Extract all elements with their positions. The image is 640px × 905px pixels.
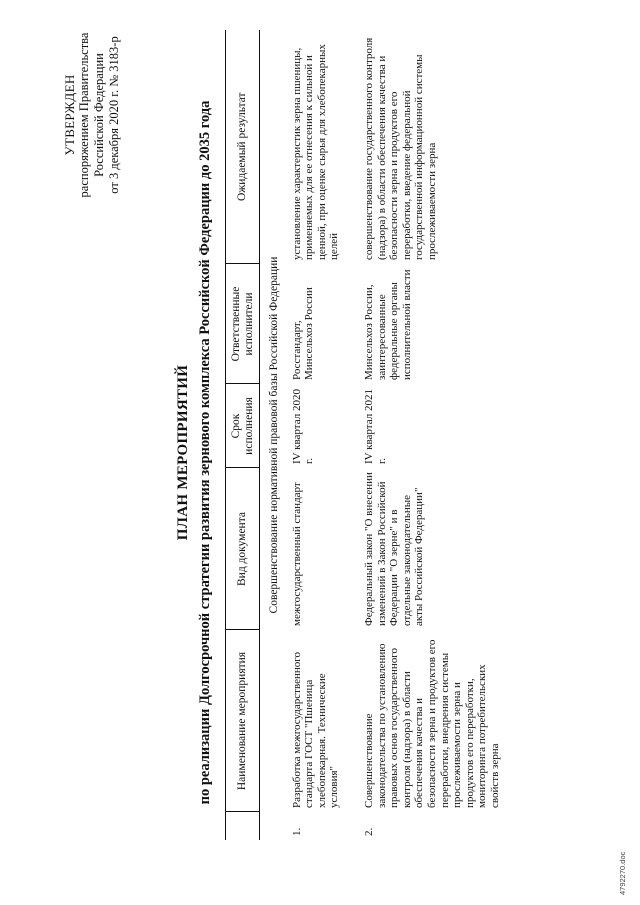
measure-name: Разработка межгосударственного стандарта ГОСТ "Пшеница хлебопекарная. Технические условия" xyxy=(290,652,341,808)
document-type: межгосударственный стандарт xyxy=(290,482,303,626)
expected-result: установление характеристик зерна пшеницы, применяемых для ее отнесения к сильной и ценной, при оценке сырья для хлебопекарных целей xyxy=(290,44,341,260)
table-row xyxy=(285,30,341,840)
column-header-result: Ожидаемый результат xyxy=(226,30,260,264)
approval-heading: УТВЕРЖДЕН xyxy=(62,74,77,156)
section-row xyxy=(260,30,285,840)
column-header-name: Наименование мероприятия xyxy=(226,630,260,812)
column-header-number xyxy=(226,812,260,840)
row-number: 2. xyxy=(362,827,375,836)
approval-stamp xyxy=(62,25,122,205)
column-header-responsible: Ответственные исполнители xyxy=(226,264,260,384)
document-type: Федеральный закон "О внесении изменений в Закон Российской Федерации "О зерне" и в отдельные законодательные акты Российской Федерации" xyxy=(362,472,426,626)
column-header-deadline: Срок исполнения xyxy=(226,384,260,468)
approval-line: распоряжением Правительства xyxy=(77,32,91,198)
deadline: IV квартал 2020 г. xyxy=(290,389,316,464)
document-subtitle: по реализации Долгосрочной стратегии развития зернового комплекса Российской Федерации до 2035 года xyxy=(197,100,213,805)
expected-result: совершенствование государственного контроля (надзора) в области обеспечения качества и безопасности зерна и продуктов его переработки, введение федеральной государственной информационной системы прослеживаемости зерна xyxy=(362,37,438,260)
section-heading: Совершенствование нормативной правовой базы Российской Федерации xyxy=(268,256,280,614)
approval-line: от 3 декабря 2020 г. № 3183-р xyxy=(107,36,121,194)
plan-table-wrapper xyxy=(225,30,502,840)
responsible-executors: Росстандарт, Минсельхоз России xyxy=(290,287,316,380)
column-header-doc-type: Вид документа xyxy=(226,468,260,630)
approval-line: Российской Федерации xyxy=(92,53,106,177)
deadline: IV квартал 2021 г. xyxy=(362,389,388,464)
table-header-row xyxy=(226,30,260,840)
measure-name: Совершенствование законодательства по установлению правовых основ государственного контроля (надзора) в области обеспечения качества и безопасности зерна и продуктов его переработки, внедрения системы прослеживаемости зерна и продуктов его переработки, мониторинга потребительских свойств зерна xyxy=(362,639,501,808)
responsible-executors: Минсельхоз России, заинтересованные федеральные органы исполнительной власти xyxy=(362,269,413,380)
row-number: 1. xyxy=(290,827,303,836)
document-title: ПЛАН МЕРОПРИЯТИЙ xyxy=(175,364,191,541)
file-code: 4792270.doc xyxy=(618,851,627,895)
table-row xyxy=(341,30,502,840)
plan-table xyxy=(225,30,502,840)
